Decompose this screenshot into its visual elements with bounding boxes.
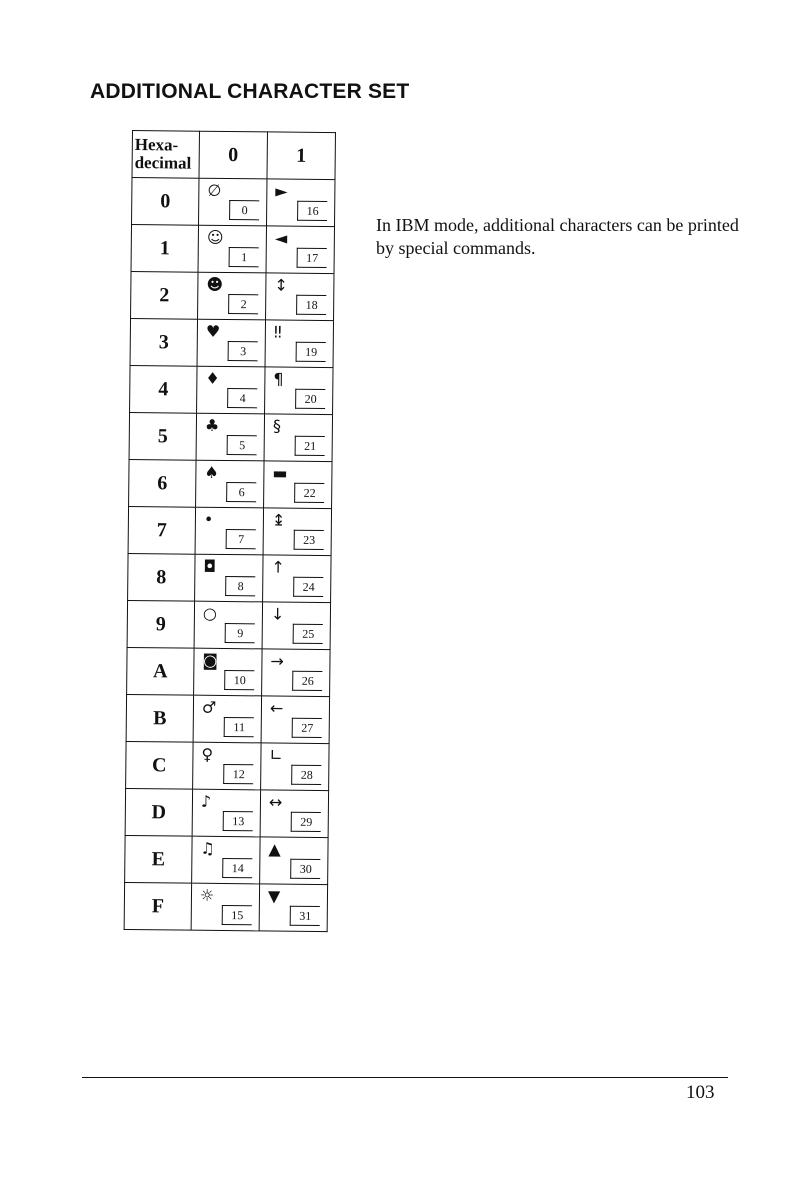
character-glyph: ↕ bbox=[274, 275, 288, 295]
character-cell bbox=[199, 178, 267, 226]
character-glyph: ¶ bbox=[273, 369, 284, 389]
footer-rule bbox=[82, 1077, 728, 1078]
row-label: 1 bbox=[131, 225, 198, 273]
character-glyph: ↑ bbox=[271, 557, 285, 577]
row-label: 3 bbox=[130, 318, 197, 366]
table-row bbox=[129, 459, 332, 508]
character-glyph: • bbox=[203, 509, 214, 529]
character-code: 25 bbox=[293, 624, 323, 644]
character-cell bbox=[260, 790, 328, 838]
character-code: 17 bbox=[297, 248, 327, 268]
table-row bbox=[126, 741, 329, 790]
character-glyph: ► bbox=[275, 181, 288, 201]
character-glyph: ♪ bbox=[200, 791, 212, 811]
character-code: 1 bbox=[229, 247, 259, 267]
character-code: 29 bbox=[291, 812, 321, 832]
character-cell bbox=[265, 367, 333, 415]
character-cell bbox=[264, 461, 332, 509]
character-code: 12 bbox=[223, 764, 253, 784]
character-glyph: § bbox=[272, 416, 282, 436]
character-cell bbox=[262, 602, 330, 650]
table-row bbox=[125, 788, 328, 837]
character-cell bbox=[196, 413, 264, 461]
row-label: F bbox=[124, 882, 191, 930]
column-header-1: 1 bbox=[267, 132, 335, 180]
character-code: 22 bbox=[294, 483, 324, 503]
table-row bbox=[125, 835, 328, 884]
table-row bbox=[128, 506, 331, 555]
character-code: 19 bbox=[296, 342, 326, 362]
table-row bbox=[124, 882, 327, 931]
table-row bbox=[129, 412, 332, 461]
table-row bbox=[130, 318, 333, 367]
character-code: 7 bbox=[226, 529, 256, 549]
character-code: 9 bbox=[225, 623, 255, 643]
table-header-row bbox=[132, 131, 335, 180]
row-label: 4 bbox=[130, 365, 197, 413]
character-glyph: ▬ bbox=[272, 463, 288, 483]
character-code: 11 bbox=[224, 717, 254, 737]
table-row bbox=[132, 178, 335, 227]
character-cell bbox=[261, 696, 329, 744]
page-heading: ADDITIONAL CHARACTER SET bbox=[90, 80, 410, 103]
character-cell bbox=[198, 272, 266, 320]
character-glyph: ☻ bbox=[206, 274, 224, 294]
character-set-table bbox=[124, 130, 336, 932]
page-number: 103 bbox=[686, 1082, 715, 1103]
character-code: 30 bbox=[290, 859, 320, 879]
character-glyph: → bbox=[270, 651, 284, 671]
row-label: 9 bbox=[127, 600, 194, 648]
row-label: 5 bbox=[129, 412, 196, 460]
character-code: 24 bbox=[293, 577, 323, 597]
character-code: 21 bbox=[295, 436, 325, 456]
row-label: 6 bbox=[129, 459, 196, 507]
character-code: 13 bbox=[223, 811, 253, 831]
character-cell bbox=[191, 883, 259, 931]
character-code: 2 bbox=[228, 294, 258, 314]
character-code: 27 bbox=[292, 718, 322, 738]
character-cell bbox=[195, 507, 263, 555]
character-glyph: ‼ bbox=[273, 322, 282, 342]
character-glyph: ↨ bbox=[271, 510, 286, 530]
character-cell bbox=[195, 554, 263, 602]
hexadecimal-header bbox=[132, 131, 199, 179]
character-code: 16 bbox=[297, 201, 327, 221]
character-glyph: ↔ bbox=[268, 792, 283, 812]
character-cell bbox=[266, 273, 334, 321]
table-row bbox=[130, 365, 333, 414]
character-code: 5 bbox=[227, 435, 257, 455]
character-glyph: ◘ bbox=[203, 556, 217, 576]
character-code: 23 bbox=[294, 530, 324, 550]
row-label: 7 bbox=[128, 506, 195, 554]
character-cell bbox=[196, 460, 264, 508]
character-cell bbox=[197, 319, 265, 367]
character-glyph: ▼ bbox=[267, 886, 281, 906]
character-glyph: ☼ bbox=[199, 885, 215, 905]
table-row bbox=[127, 647, 330, 696]
table-row bbox=[131, 271, 334, 320]
row-label: 8 bbox=[128, 553, 195, 601]
character-code: 14 bbox=[222, 858, 252, 878]
character-code: 3 bbox=[228, 341, 258, 361]
intro-paragraph: In IBM mode, additional characters can be printed by special commands. bbox=[376, 215, 739, 258]
character-glyph: ◙ bbox=[202, 650, 219, 670]
character-cell bbox=[267, 179, 335, 227]
character-code: 31 bbox=[290, 906, 320, 926]
row-label: A bbox=[127, 647, 194, 695]
character-cell bbox=[266, 226, 334, 274]
character-cell bbox=[192, 836, 260, 884]
column-header-0: 0 bbox=[199, 131, 267, 179]
character-code: 6 bbox=[226, 482, 256, 502]
character-cell bbox=[265, 320, 333, 368]
character-glyph: ♠ bbox=[204, 462, 219, 482]
hexadecimal-header-line2: decimal bbox=[134, 153, 192, 173]
character-code: 4 bbox=[227, 388, 257, 408]
table-row bbox=[128, 553, 331, 602]
character-glyph: ♫ bbox=[200, 838, 215, 858]
character-glyph: ↓ bbox=[270, 604, 285, 624]
row-label: D bbox=[125, 788, 192, 836]
row-label: E bbox=[125, 835, 192, 883]
character-cell bbox=[193, 695, 261, 743]
character-set-body bbox=[124, 178, 335, 932]
character-cell bbox=[198, 225, 266, 273]
row-label: B bbox=[126, 694, 193, 742]
character-glyph: ▲ bbox=[268, 839, 281, 859]
character-cell bbox=[260, 837, 328, 885]
character-cell bbox=[259, 884, 327, 932]
character-code: 28 bbox=[291, 765, 321, 785]
row-label: 2 bbox=[131, 271, 198, 319]
character-glyph: ◄ bbox=[274, 228, 288, 248]
row-label: 0 bbox=[132, 178, 199, 226]
character-cell bbox=[197, 366, 265, 414]
character-glyph: ← bbox=[269, 698, 284, 718]
row-label: C bbox=[126, 741, 193, 789]
character-glyph: ♣ bbox=[204, 415, 220, 435]
character-glyph: ○ bbox=[202, 603, 218, 623]
character-glyph: ∅ bbox=[207, 180, 222, 200]
character-code: 26 bbox=[292, 671, 322, 691]
hexadecimal-header-line1: Hexa- bbox=[134, 135, 179, 155]
character-cell bbox=[194, 648, 262, 696]
character-cell bbox=[263, 555, 331, 603]
character-cell bbox=[264, 414, 332, 462]
character-glyph: ♀ bbox=[201, 744, 214, 764]
character-glyph: ☺ bbox=[206, 227, 224, 247]
character-glyph: ♥ bbox=[205, 321, 221, 341]
character-code: 15 bbox=[222, 905, 252, 925]
table-row bbox=[126, 694, 329, 743]
character-code: 8 bbox=[225, 576, 255, 596]
character-glyph: ♦ bbox=[205, 368, 220, 388]
character-cell bbox=[194, 601, 262, 649]
character-cell bbox=[192, 789, 260, 837]
character-cell bbox=[261, 743, 329, 791]
character-glyph: ♂ bbox=[201, 697, 217, 717]
character-code: 18 bbox=[296, 295, 326, 315]
character-code: 0 bbox=[229, 200, 259, 220]
character-glyph: ∟ bbox=[269, 745, 283, 765]
table-row bbox=[131, 225, 334, 274]
character-cell bbox=[193, 742, 261, 790]
character-code: 20 bbox=[295, 389, 325, 409]
table-row bbox=[127, 600, 330, 649]
character-code: 10 bbox=[224, 670, 254, 690]
character-cell bbox=[262, 649, 330, 697]
character-cell bbox=[263, 508, 331, 556]
